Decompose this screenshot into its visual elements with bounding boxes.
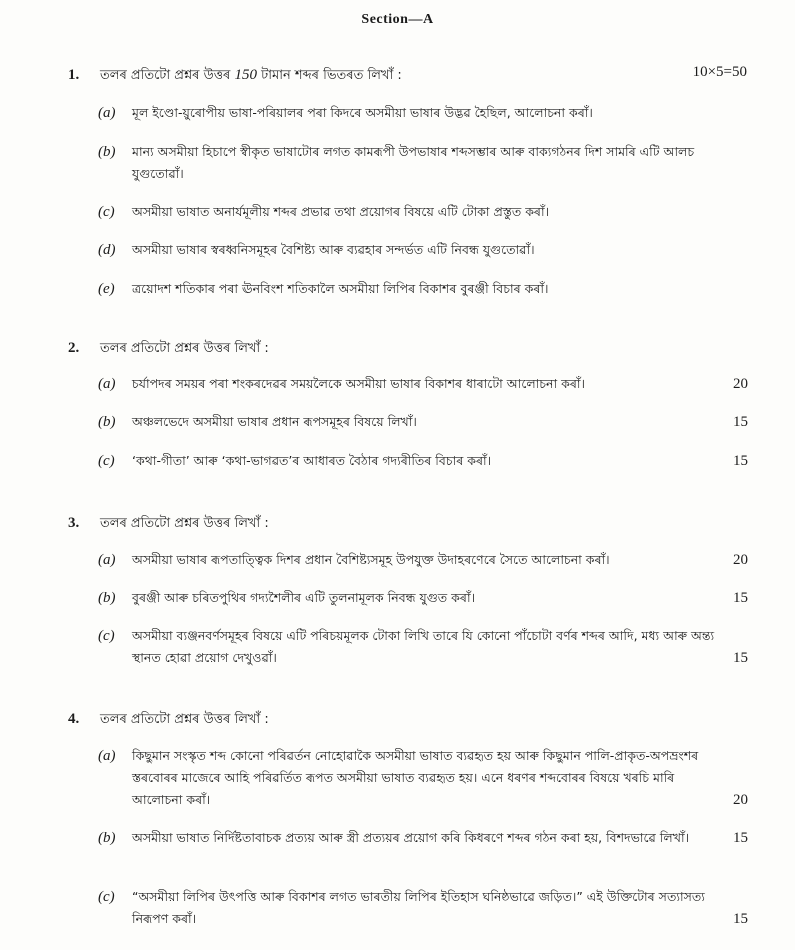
part-text: অঞ্চলভেদে অসমীয়া ভাষাৰ প্ৰধান ৰূপসমূহৰ বিষয়ে লিখাঁ।: [132, 414, 417, 429]
part-marks: 20: [733, 376, 748, 392]
part-text: চৰ্যাপদৰ সময়ৰ পৰা শংকৰদেৱৰ সময়লৈকে অসমীয়া ভাষাৰ বিকাশৰ ধাৰাটো আলোচনা কৰাঁ।: [132, 376, 585, 391]
part-text: অসমীয়া ভাষাৰ স্বৰধ্বনিসমূহৰ বৈশিষ্ট্য আৰু ব্যৱহাৰ সন্দৰ্ভত এটি নিবন্ধ যুগুতোৱাঁ।: [132, 242, 535, 257]
part-label: (a): [98, 552, 116, 568]
part-marks: 15: [733, 453, 748, 469]
part-label: (b): [98, 414, 116, 430]
question-1-header: [68, 66, 402, 87]
question-number: 3.: [68, 515, 80, 531]
part-text: ‘কথা-গীতা’ আৰু ‘কথা-ভাগৱত’ৰ আধাৰত বৈঠাৰ গদ্যৰীতিৰ বিচাৰ কৰাঁ।: [132, 453, 492, 468]
part-text: কিছুমান সংস্কৃত শব্দ কোনো পৰিৱৰ্তন নোহোৱাকৈ অসমীয়া ভাষাত ব্যৱহৃত হয় আৰু কিছুমান পালি-প্ৰাকৃত-অপভ্ৰংশৰ স্তৰবোৰৰ মাজেৰে আহি পৰিৱৰ্তিত ৰূপত অসমীয়া ভাষাত ব্যৱহৃত হয়। এনে ধৰণৰ শব্দবোৰৰ বিষয়ে খৰচি মাৰি আলোচনা কৰাঁ।: [132, 748, 699, 807]
question-instruction: তলৰ প্ৰতিটো প্ৰশ্নৰ উত্তৰ লিখাঁ :: [100, 712, 269, 727]
part-text: ত্ৰয়োদশ শতিকাৰ পৰা ঊনবিংশ শতিকালৈ অসমীয়া লিপিৰ বিকাশৰ বুৰঞ্জী বিচাৰ কৰাঁ।: [132, 281, 549, 296]
question-1-part-d: [98, 239, 748, 261]
question-3-part-a: [98, 549, 748, 571]
part-label: (c): [98, 628, 115, 644]
question-4-header: [68, 710, 269, 731]
part-text: মান্য অসমীয়া হিচাপে স্বীকৃত ভাষাটোৰ লগত কামৰূপী উপভাষাৰ শব্দসম্ভাৰ আৰু বাক্যগঠনৰ দিশ সামৰি এটি আলচ যুগুতোৱাঁ।: [132, 144, 695, 181]
part-text: অসমীয়া ভাষাৰ ৰূপতাত্ত্বিক দিশৰ প্ৰধান বৈশিষ্ট্যসমূহ উপযুক্ত উদাহৰণেৰে সৈতে আলোচনা কৰাঁ।: [132, 552, 610, 567]
part-label: (b): [98, 830, 116, 846]
section-title: Section—A: [361, 12, 434, 27]
part-label: (e): [98, 281, 115, 297]
part-label: (a): [98, 105, 116, 121]
question-1-marks: 10×5=50: [692, 64, 747, 80]
part-marks: 15: [733, 650, 748, 666]
part-marks: 15: [733, 590, 748, 606]
question-instruction: তলৰ প্ৰতিটো প্ৰশ্নৰ উত্তৰ লিখাঁ :: [100, 341, 269, 356]
question-1-part-b: [98, 141, 748, 185]
part-label: (c): [98, 453, 115, 469]
part-text: অসমীয়া ভাষাত নিৰ্দিষ্টতাবাচক প্ৰত্যয় আৰু স্ত্ৰী প্ৰত্যয়ৰ প্ৰয়োগ কৰি কিধৰণে শব্দৰ গঠন কৰা হয়, বিশদভাৱে লিখাঁ।: [132, 830, 690, 845]
part-label: (b): [98, 590, 116, 606]
part-label: (a): [98, 376, 116, 392]
part-label: (a): [98, 748, 116, 764]
question-2-part-c: [98, 450, 748, 472]
part-marks: 15: [733, 911, 748, 927]
part-marks: 15: [733, 414, 748, 430]
question-2-header: [68, 339, 269, 360]
part-text: মূল ইণ্ডো-য়ুৰোপীয় ভাষা-পৰিয়ালৰ পৰা কিদৰে অসমীয়া ভাষাৰ উদ্ভৱ হৈছিল, আলোচনা কৰাঁ।: [132, 105, 593, 120]
part-marks: 20: [733, 792, 748, 808]
part-text: অসমীয়া ভাষাত অনাৰ্যমূলীয় শব্দৰ প্ৰভাৱ তথা প্ৰয়োগৰ বিষয়ে এটি টোকা প্ৰস্তুত কৰাঁ।: [132, 204, 550, 219]
question-1-part-a: [98, 102, 748, 124]
question-number: 4.: [68, 711, 80, 727]
question-3-part-c: [98, 625, 748, 669]
part-label: (c): [98, 204, 115, 220]
question-1-part-e: [98, 278, 748, 300]
part-label: (c): [98, 889, 115, 905]
part-marks: 20: [733, 552, 748, 568]
part-marks: 15: [733, 830, 748, 846]
question-instruction: তলৰ প্ৰতিটো প্ৰশ্নৰ উত্তৰ লিখাঁ :: [100, 516, 269, 531]
part-label: (b): [98, 144, 116, 160]
question-3-part-b: [98, 587, 748, 609]
question-4-part-b: [98, 827, 748, 849]
question-2-part-a: [98, 373, 748, 395]
part-text: “অসমীয়া লিপিৰ উৎপত্তি আৰু বিকাশৰ লগত ভাৰতীয় লিপিৰ ইতিহাস ঘনিষ্ঠভাৱে জড়িত।” এই উক্তিটোৰ সত্যাসত্য নিৰূপণ কৰাঁ।: [132, 889, 705, 926]
question-4-part-a: [98, 745, 748, 811]
question-3-header: [68, 514, 269, 535]
part-label: (d): [98, 242, 116, 258]
question-1-part-c: [98, 201, 748, 223]
question-instruction: তলৰ প্ৰতিটো প্ৰশ্নৰ উত্তৰ 150 টামান শব্দৰ ভিতৰত লিখাঁ :: [100, 67, 402, 83]
question-number: 1.: [68, 67, 80, 83]
question-4-part-c: [98, 886, 748, 930]
question-number: 2.: [68, 340, 80, 356]
part-text: বুৰঞ্জী আৰু চৰিতপুথিৰ গদ্যশৈলীৰ এটি তুলনামূলক নিবন্ধ যুগুত কৰাঁ।: [132, 590, 476, 605]
question-2-part-b: [98, 411, 748, 433]
part-text: অসমীয়া ব্যঞ্জনবৰ্ণসমূহৰ বিষয়ে এটি পৰিচয়মূলক টোকা লিখি তাৰে যি কোনো পাঁচোটা বৰ্ণৰ শব্দৰ আদি, মধ্য আৰু অন্ত্য স্থানত হোৱা প্ৰয়োগ দেখুওৱাঁ।: [132, 628, 715, 665]
